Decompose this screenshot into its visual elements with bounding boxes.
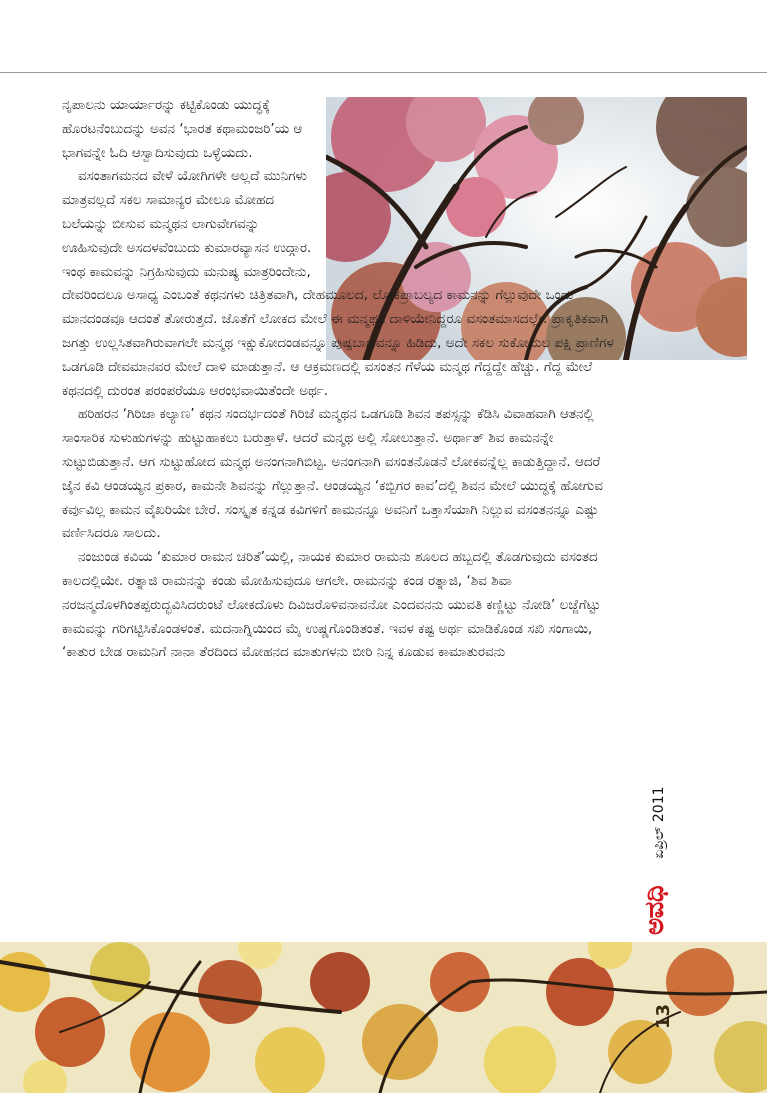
paragraph-3: ಹರಿಹರನ ‘ಗಿರಿಜಾ ಕಲ್ಯಾಣ’ ಕಥನ ಸಂದರ್ಭದಂತೆ ಗಿರಿಜೆ ಮನ್ಮಥನ ಒಡಗೂಡಿ ಶಿವನ ತಪಸ್ಸನ್ನು ಕೆಡಿಸಿ ವಿವಾಹವಾಗಿ ಆತನಲ್ಲಿ ಸಾಂಸಾರಿಕ ಸುಳುಹುಗಳನ್ನು ಹುಟ್ಟುಹಾಕಲು ಬರುತ್ತಾಳೆ. ಆದರೆ ಮನ್ಮಥ ಅಲ್ಲಿ ಸೋಲುತ್ತಾನೆ. ಅರ್ಥಾತ್ ಶಿವ ಕಾಮನನ್ನೇ ಸುಟ್ಟುಬಿಡುತ್ತಾನೆ. ಆಗ ಸುಟ್ಟುಹೋದ ಮನ್ಮಥ ಅನಂಗನಾಗಿಬಿಟ್ಟ. ಅನಂಗನಾಗಿ ವಸಂತನೊಡನೆ ಲೋಕವನ್ನೆಲ್ಲ ಕಾಡುತ್ತಿದ್ದಾನೆ. ಆದರೆ ಜೈನ ಕವಿ ಆಂಡಯ್ಯನ ಪ್ರಕಾರ, ಕಾಮನೇ ಶಿವನನ್ನು ಗೆಲ್ಲುತ್ತಾನೆ. ಆಂಡಯ್ಯನ ‘ಕಬ್ಬಿಗರ ಕಾವ’ದಲ್ಲಿ ಶಿವನ ಮೇಲೆ ಯುದ್ಧಕ್ಕೆ ಹೋಗುವ ಕರ್ವುವಿಲ್ಲ ಕಾಮನ ವೈಖರಿಯೇ ಬೇರೆ. ಸಂಸ್ಕೃತ ಕನ್ನಡ ಕವಿಗಳಿಗೆ ಕಾಮನನ್ನೂ ಅವನಿಗೆ ಒತ್ತಾಸೆಯಾಗಿ ನಿಲ್ಲುವ ವಸಂತನನ್ನೂ ಎಷ್ಟು ವರ್ಣಿಸಿದರೂ ಸಾಲದು.	[62, 407, 603, 542]
page-number: 13	[653, 1003, 675, 1030]
article-body	[62, 94, 622, 665]
paragraph-1: ನೃಪಾಲನು ಯಾರ್ಯಾರನ್ನು ಕಟ್ಟಿಕೊಂಡು ಯುದ್ಧಕ್ಕೆ ಹೊರಟನೆಂಬುದನ್ನು ಅವನ ‘ಭಾರತ ಕಥಾಮಂಜರಿ’ಯ ಆ ಭಾಗವನ್ನೇ ಓದಿ ಆಸ್ವಾದಿಸುವುದು ಒಳ್ಳೆಯದು.	[62, 98, 303, 161]
brand-logo: ಅವಧಿ	[640, 885, 670, 935]
issue-date: ಏಪ್ರಿಲ್ 2011	[651, 786, 667, 859]
paragraph-4: ನಂಜುಂಡ ಕವಿಯ ‘ಕುಮಾರ ರಾಮನ ಚರಿತೆ’ಯಲ್ಲಿ, ನಾಯಕ ಕುಮಾರ ರಾಮನು ಶೂಲದ ಹಬ್ಬದಲ್ಲಿ ತೊಡಗುವುದು ವಸಂತದ ಕಾಲದಲ್ಲಿಯೇ. ರತ್ನಾಜಿ ರಾಮನನ್ನು ಕಂಡು ಮೋಹಿಸುವುದೂ ಆಗಲೇ. ರಾಮನನ್ನು ಕಂಡ ರತ್ನಾಜಿ, ‘ಶಿವ ಶಿವಾ ನರಜನ್ಮದೊಳಗಿಂತಪ್ಪರುದ್ಭವಿಸಿದರುಂಟೆ ಲೋಕದೊಳು ದಿವಿಜರೊಳಿವನಾವನೋ ಎಂದವನನು ಯುವತಿ ಕಣ್ಣಿಟ್ಟು ನೋಡಿ’ ಲಜ್ಜೆಗೆಟ್ಟು ಕಾಮವನ್ನು ಗರಿಗಟ್ಟಿಸಿಕೊಂಡಳಂತೆ. ಮದನಾಗ್ನಿಯಿಂದ ಮೈ ಉಷ್ಣಗೊಂಡಿತಂತೆ. ಇವಳ ಕಷ್ಟ ಅರ್ಥ ಮಾಡಿಕೊಂಡ ಸಖಿ ಸಂಗಾಯಿ, ‘ಕಾತುರ ಬೇಡ ರಾಮನಿಗೆ ನಾನಾ ತೆರದಿಂದ ಮೋಹನದ ಮಾತುಗಳನು ಬೀರಿ ನಿನ್ನ ಕೂಡುವ ಕಾಮಾತುರವನು	[62, 550, 601, 661]
paragraph-2-intro: ವಸಂತಾಗಮನದ ವೇಳೆ ಯೋಗಿಗಳೇ ಅಲ್ಲದೆ ಮುನಿಗಳು ಮಾತ್ರವಲ್ಲದೆ ಸಕಲ ಸಾಮಾನ್ಯರ ಮೇಲೂ ಮೋಹದ ಬಲೆಯನ್ನು ಬೀಸುವ ಮನ್ಮಥನ ಲಾಗುವೇಗವನ್ನು ಊಹಿಸುವುದೇ ಅಸದಳವೆಂಬುದು ಕುಮಾರವ್ಯಾಸನ ಉದ್ಗಾರ. ಇಂಥ ಕಾಮವನ್ನು ನಿಗ್ರಹಿಸುವುದು ಮನುಷ್ಯ ಮಾತ್ರರಿಂದೇನು,	[62, 169, 312, 280]
side-masthead	[640, 786, 671, 935]
top-rule	[0, 72, 767, 73]
autumn-leaves-photo	[0, 942, 767, 1093]
paragraph-2-body: ದೇವರಿಂದಲೂ ಅಸಾಧ್ಯ ಎಂಬಂತೆ ಕಥನಗಳು ಚಿತ್ರಿತವಾಗಿ, ದೇಹಮೂಲದ, ಲೋಕಪ್ರಾಬಲ್ಯದ ಕಾಮನನ್ನು ಗೆಲ್ಲುವುದೇ ಒಂದು ಮಾನದಂಡವೂ ಆದಂತೆ ತೋರುತ್ತದೆ. ಜೊತೆಗೆ ಲೋಕದ ಮೇಲೆ ಈ ಮನ್ಮಥನ ದಾಳಿಯೇನಿದ್ದರೂ ವಸಂತಮಾಸದಲ್ಲೇ. ಪ್ರಾಕೃತಿಕವಾಗಿ ಜಗತ್ತು ಉಲ್ಲಸಿತವಾಗಿರುವಾಗಲೇ ಮನ್ಮಥ ಇಕ್ಷುಕೋದಂಡವನ್ನೂ ಪುಷ್ಪಬಾಣವನ್ನೂ ಹಿಡಿದು, ಅದೇ ಸಕಲ ಸುಕೋಮಲ ಪಕ್ಷಿ ಪ್ರಾಣಿಗಳ ಒಡಗೂಡಿ ದೇವಮಾನವರ ಮೇಲೆ ದಾಳಿ ಮಾಡುತ್ತಾನೆ. ಆ ಆಕ್ರಮಣದಲ್ಲಿ ವಸಂತನ ಗೆಳೆಯ ಮನ್ಮಥ ಗೆದ್ದದ್ದೇ ಹೆಚ್ಚು. ಗೆದ್ದ ಮೇಲೆ ಕಥನದಲ್ಲಿ ದುರಂತ ಪರಂಪರೆಯೂ ಆರಂಭವಾಯಿತೆಂದೇ ಅರ್ಥ.	[62, 288, 614, 399]
